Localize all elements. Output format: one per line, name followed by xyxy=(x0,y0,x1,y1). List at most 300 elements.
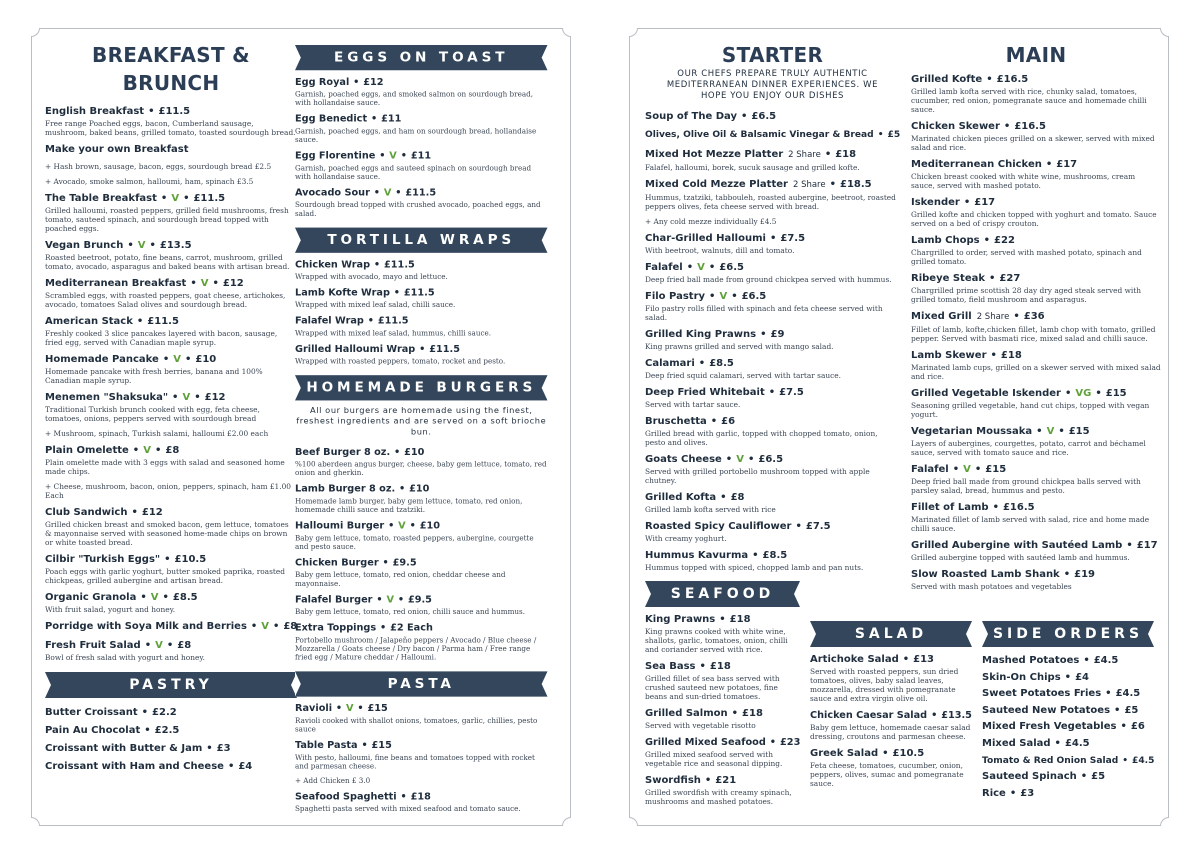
item-name: Beef Burger 8 oz. xyxy=(295,447,391,458)
item-price: £9.5 xyxy=(392,557,417,569)
item-price: £18 xyxy=(709,661,731,672)
vegetarian-badge: V xyxy=(736,454,744,465)
wrap-item xyxy=(295,287,547,309)
item-name-line xyxy=(295,702,547,715)
item-price: £4 xyxy=(1075,671,1089,683)
separator-dot: • xyxy=(335,703,343,715)
item-description: Grilled lamb kofta served with rice, chunky salad, tomatoes, cucumber, red onion, pomegranate sauce and homemade chilli sauce. xyxy=(911,87,1147,114)
item-name-line xyxy=(45,553,297,566)
item-price: £5 xyxy=(1124,704,1139,716)
share-label: 2 Share xyxy=(788,150,821,160)
separator-dot: • xyxy=(1105,688,1112,700)
item-price: £4.5 xyxy=(1093,655,1119,666)
separator-dot: • xyxy=(829,179,836,190)
pastry-list xyxy=(45,704,297,776)
vegetarian-badge: VG xyxy=(1075,388,1092,399)
pasta-list xyxy=(295,702,547,813)
separator-dot: • xyxy=(902,654,910,665)
separator-dot: • xyxy=(250,621,258,632)
item-price: £12 xyxy=(204,392,226,403)
item-price: £6.5 xyxy=(751,111,777,122)
item-extra-option: + Mushroom, spinach, Turkish salami, halloumi £2.00 each xyxy=(45,429,269,438)
item-description: Deep fried ball made from ground chickpea balls served with parsley salad, bread, hummus and pesto. xyxy=(911,477,1141,495)
separator-dot: • xyxy=(1064,388,1072,399)
item-name: Croissant with Ham and Cheese xyxy=(45,761,224,772)
seafood-banner: SEAFOOD xyxy=(645,581,800,607)
item-price: £11.5 xyxy=(377,315,409,327)
separator-dot: • xyxy=(227,761,235,772)
item-name-line xyxy=(810,709,972,722)
separator-dot: • xyxy=(725,454,733,465)
separator-dot: • xyxy=(1045,159,1053,170)
breakfast-item xyxy=(45,591,297,614)
item-name-line xyxy=(295,791,547,804)
eggs-item xyxy=(295,150,547,181)
starter-column xyxy=(645,41,900,578)
item-name-line xyxy=(911,120,1161,133)
item-name: The Table Breakfast xyxy=(45,193,157,204)
item-description: Chargrilled prime scottish 28 day dry aged steak served with grilled tomato, field mushroom and asparagus. xyxy=(911,286,1142,304)
item-name: Chicken Caesar Salad xyxy=(810,710,928,721)
item-price: £21 xyxy=(715,775,737,786)
main-item xyxy=(911,463,1161,495)
item-price: £18.5 xyxy=(840,179,872,190)
separator-dot: • xyxy=(1126,540,1133,551)
item-name: Rice xyxy=(982,787,1006,799)
item-description: Layers of aubergines, courgettes, potato, carrot and béchamel sauce, served with tomato sauce and rice. xyxy=(911,439,1146,457)
separator-dot: • xyxy=(395,187,402,199)
side-order-item xyxy=(982,786,1154,803)
main-column xyxy=(911,41,1161,597)
breakfast-column xyxy=(45,41,297,776)
item-name: Make your own Breakfast xyxy=(45,144,189,155)
item-description: Freshly cooked 3 slice pancakes layered with bacon, sausage, fried egg, served with Canadian maple syrup. xyxy=(45,329,278,347)
burger-item xyxy=(295,446,547,477)
separator-dot: • xyxy=(709,291,716,302)
separator-dot: • xyxy=(419,344,426,355)
item-name: Sauteed Spinach xyxy=(982,771,1077,783)
separator-dot: • xyxy=(206,743,213,754)
item-name: Butter Croissant xyxy=(45,707,138,718)
item-name: Grilled Aubergine with Sautéed Lamb xyxy=(911,540,1123,551)
item-price: £6.5 xyxy=(758,454,784,465)
separator-dot: • xyxy=(983,235,991,246)
breakfast-title: BREAKFAST & BRUNCH xyxy=(92,43,250,95)
item-name-line xyxy=(645,110,900,123)
item-description: Chargrilled to order, served with mashed potato, spinach and grilled tomato. xyxy=(911,248,1142,266)
item-description: Marinated chicken pieces grilled on a skewer, served with mixed salad and rice. xyxy=(911,134,1155,152)
separator-dot: • xyxy=(373,259,381,271)
item-name-line xyxy=(645,549,900,562)
eggs-list xyxy=(295,76,547,218)
starter-item xyxy=(645,415,900,447)
vegetarian-badge: V xyxy=(346,703,354,715)
item-description: With creamy yoghurt. xyxy=(645,534,727,543)
separator-dot: • xyxy=(379,150,386,162)
main-item xyxy=(911,73,1161,114)
main-item xyxy=(911,196,1161,228)
item-price: £10 xyxy=(419,520,440,532)
item-price: £13.5 xyxy=(941,710,972,721)
item-name: Calamari xyxy=(645,358,695,369)
item-name-line xyxy=(911,158,1161,171)
item-price: £5 xyxy=(887,130,901,140)
breakfast-item xyxy=(45,315,297,347)
item-description: Bowl of fresh salad with yogurt and honey. xyxy=(45,653,205,662)
separator-dot: • xyxy=(148,106,155,117)
main-item xyxy=(911,310,1161,343)
item-name: Lamb Burger 8 oz. xyxy=(295,483,396,495)
separator-dot: • xyxy=(1083,655,1090,666)
separator-dot: • xyxy=(144,640,152,651)
separator-dot: • xyxy=(160,193,168,204)
item-name-line xyxy=(911,501,1161,514)
separator-dot: • xyxy=(162,592,169,603)
separator-dot: • xyxy=(1095,388,1102,399)
salad-item xyxy=(810,709,972,741)
item-description: With beetroot, walnuts, dill and tomato. xyxy=(645,246,795,255)
separator-dot: • xyxy=(1080,771,1088,783)
page-corner xyxy=(562,28,571,37)
seafood-item xyxy=(645,707,800,730)
item-description: Wrapped with mixed leaf salad, hummus, chilli sauce. xyxy=(295,328,492,338)
seafood-column xyxy=(645,581,800,812)
separator-dot: • xyxy=(986,74,993,85)
separator-dot: • xyxy=(400,150,407,162)
item-name: Olives, Olive Oil & Balsamic Vinegar & Bread xyxy=(645,130,874,140)
page-corner xyxy=(31,28,40,37)
separator-dot: • xyxy=(166,640,174,651)
item-extra-option: + Hash brown, sausage, bacon, eggs, sourdough bread £2.5 xyxy=(45,162,272,171)
item-price: £36 xyxy=(1023,311,1045,322)
item-name-line xyxy=(295,622,547,635)
item-extra-option: + Add Chicken £ 3.0 xyxy=(295,776,371,786)
side-orders-column xyxy=(982,621,1154,802)
item-price: £11 xyxy=(410,150,432,162)
separator-dot: • xyxy=(1063,569,1071,580)
item-price: £11 xyxy=(381,113,402,125)
item-description: King prawns cooked with white wine, shallots, garlic, tomatoes, onion, chilli and coriander served with rice. xyxy=(645,627,788,654)
item-description: Baby gem lettuce, tomato, red onion, cheddar cheese and mayonnaise. xyxy=(295,570,506,588)
item-name: Porridge with Soya Milk and Berries xyxy=(45,621,247,632)
burger-item xyxy=(295,622,547,662)
item-name-line xyxy=(911,73,1161,86)
item-name-line xyxy=(645,290,900,303)
separator-dot: • xyxy=(409,520,416,532)
side-order-item xyxy=(982,769,1154,786)
separator-dot: • xyxy=(373,187,380,199)
item-price: £6 xyxy=(1130,721,1145,733)
item-name-line xyxy=(45,105,297,118)
item-name: Chicken Burger xyxy=(295,557,379,569)
item-name: Vegan Brunch xyxy=(45,240,124,251)
item-name: Egg Benedict xyxy=(295,113,368,125)
pastry-item xyxy=(45,758,297,776)
item-description: Baby gem lettuce, tomato, roasted peppers, aubergine, courgette and pesto sauce. xyxy=(295,533,534,551)
item-name: Mediterranean Chicken xyxy=(911,159,1042,170)
vegetarian-badge: V xyxy=(719,291,728,302)
side-order-item xyxy=(982,686,1154,703)
item-description: Hummus topped with spiced, chopped lamb and pan nuts. xyxy=(645,563,864,572)
breakfast-item xyxy=(45,239,297,271)
item-description: Grilled aubergine topped with sautéed lamb and hummus. xyxy=(911,553,1130,562)
vegetarian-badge: V xyxy=(182,392,191,403)
item-price: £10 xyxy=(409,483,430,495)
item-name-line xyxy=(911,196,1161,209)
item-description: With pesto, halloumi, fine beans and tomatoes topped with rocket and parmesan cheese. xyxy=(295,752,535,771)
side-order-item xyxy=(982,653,1154,670)
separator-dot: • xyxy=(989,273,996,284)
separator-dot: • xyxy=(708,262,716,273)
item-description: %100 aberdeen angus burger, cheese, baby gem lettuce, tomato, red onion and gherkin. xyxy=(295,459,547,478)
item-name-line xyxy=(45,591,297,604)
item-name-line xyxy=(645,453,900,466)
eggs-item xyxy=(295,76,547,107)
main-item xyxy=(911,158,1161,190)
item-name: Fresh Fruit Salad xyxy=(45,640,141,651)
starter-item xyxy=(645,148,900,172)
item-description: Grilled halloumi, roasted peppers, grilled field mushrooms, fresh tomato, sauteed spinach, and sourdough bread topped with poached eggs. xyxy=(45,206,289,233)
separator-dot: • xyxy=(190,278,197,289)
main-item xyxy=(911,501,1161,533)
item-name-line xyxy=(645,415,900,428)
item-price: £9.5 xyxy=(407,594,432,606)
item-name: Deep Fried Whitebait xyxy=(645,387,765,398)
item-price: £4.5 xyxy=(1115,688,1141,700)
item-name: Slow Roasted Lamb Shank xyxy=(911,569,1060,580)
item-name: Chicken Wrap xyxy=(295,259,371,271)
item-name-line xyxy=(645,613,800,626)
burger-item xyxy=(295,483,547,514)
seafood-item xyxy=(645,736,800,768)
salad-banner: SALAD xyxy=(810,621,972,647)
pastry-item xyxy=(45,740,297,758)
burgers-banner: HOMEMADE BURGERS xyxy=(295,375,547,400)
separator-dot: • xyxy=(1114,704,1121,716)
item-description: Roasted beetroot, potato, fine beans, carrot, mushroom, grilled tomato, avocado, asparagus and baked beans with artisan bread. xyxy=(45,253,290,271)
salad-list xyxy=(810,653,972,788)
item-description: With fruit salad, yogurt and honey. xyxy=(45,605,176,614)
item-price: £11.5 xyxy=(403,287,435,299)
item-price: £2 Each xyxy=(390,622,433,634)
eggs-item xyxy=(295,113,547,144)
main-item xyxy=(911,272,1161,304)
separator-dot: • xyxy=(719,614,726,625)
item-description: Grilled kofte and chicken topped with yoghurt and tomato. Sauce served on a bed of crispy crouton. xyxy=(911,210,1157,228)
item-description: Spaghetti pasta served with mixed seafood and tomato sauce. xyxy=(295,804,521,814)
main-item xyxy=(911,120,1161,152)
item-price: £3 xyxy=(216,743,231,754)
separator-dot: • xyxy=(952,464,960,475)
item-price: £7.5 xyxy=(779,387,804,398)
breakfast-item xyxy=(45,639,297,662)
item-name: Mashed Potatoes xyxy=(982,655,1080,666)
item-name-line xyxy=(45,192,297,205)
salad-column xyxy=(810,621,972,794)
side-order-item xyxy=(982,670,1154,687)
separator-dot: • xyxy=(1064,671,1072,683)
item-name: Lamb Chops xyxy=(911,235,980,246)
separator-dot: • xyxy=(931,710,938,721)
item-description: Hummus, tzatziki, tabbouleh, roasted aubergine, beetroot, roasted peppers olives, feta cheese served with bread. xyxy=(645,193,896,211)
item-name-line xyxy=(45,620,297,633)
item-name: Tomato & Red Onion Salad xyxy=(982,755,1119,766)
separator-dot: • xyxy=(367,315,374,327)
mains-column-left xyxy=(295,45,547,819)
separator-dot: • xyxy=(141,707,149,718)
item-name-line xyxy=(295,557,547,570)
item-name: Grilled Kofta xyxy=(645,492,717,503)
item-price: £11.5 xyxy=(193,193,226,204)
breakfast-item xyxy=(45,620,297,633)
item-price: £17 xyxy=(1056,159,1078,170)
item-name-line xyxy=(295,343,547,356)
page-corner xyxy=(629,817,638,826)
separator-dot: • xyxy=(154,445,162,456)
page-corner xyxy=(629,28,638,37)
item-price: £23 xyxy=(780,737,801,748)
item-price: £15 xyxy=(985,464,1007,475)
item-name: Grilled Salmon xyxy=(645,708,728,719)
eggs-on-toast-banner: EGGS ON TOAST xyxy=(295,45,547,70)
separator-dot: • xyxy=(136,316,144,327)
vegetarian-badge: V xyxy=(173,354,181,365)
item-name-line xyxy=(45,639,297,652)
eggs-item xyxy=(295,187,547,218)
item-price: £13 xyxy=(913,654,935,665)
item-name-line xyxy=(645,660,800,673)
item-name: Pain Au Chocolat xyxy=(45,725,141,736)
separator-dot: • xyxy=(140,592,147,603)
separator-dot: • xyxy=(877,130,884,140)
vegetarian-badge: V xyxy=(155,640,163,651)
item-description: Served with tartar sauce. xyxy=(645,400,741,409)
item-name: Egg Royal xyxy=(295,77,350,88)
item-name-line xyxy=(645,491,900,504)
side-orders-list xyxy=(982,653,1154,802)
item-name: Mediterranean Breakfast xyxy=(45,278,187,289)
separator-dot: • xyxy=(212,278,219,289)
separator-dot: • xyxy=(162,354,170,365)
separator-dot: • xyxy=(400,791,407,803)
item-name: King Prawns xyxy=(645,614,716,625)
item-price: £12 xyxy=(222,278,244,289)
main-item xyxy=(911,387,1161,419)
vegetarian-badge: V xyxy=(1046,426,1055,437)
item-name-line xyxy=(295,287,547,300)
starter-item xyxy=(645,453,900,485)
item-description: Chicken breast cooked with white wine, mushrooms, cream sauce, served with mashed potato. xyxy=(911,172,1136,190)
starter-item xyxy=(645,549,900,572)
item-price: £3 xyxy=(1020,787,1035,799)
burger-item xyxy=(295,520,547,551)
item-name: Char-Grilled Halloumi xyxy=(645,233,766,244)
separator-dot: • xyxy=(397,594,405,606)
item-price: £17 xyxy=(974,197,996,208)
side-order-item xyxy=(982,753,1154,770)
breakfast-item xyxy=(45,353,297,385)
side-orders-banner: SIDE ORDERS xyxy=(982,621,1154,647)
item-description: Free range Poached eggs, bacon, Cumberland sausage, mushroom, baked beans, grilled tomato, toasted sourdough bread. xyxy=(45,119,296,137)
breakfast-item xyxy=(45,553,297,585)
item-price: £8 xyxy=(283,621,298,632)
starter-item xyxy=(645,178,900,211)
item-name-line xyxy=(45,239,297,252)
separator-dot: • xyxy=(131,507,138,518)
main-item xyxy=(911,539,1161,562)
separator-dot: • xyxy=(1122,755,1129,766)
item-name: Mixed Hot Mezze Platter xyxy=(645,149,784,160)
vegetarian-badge: V xyxy=(171,193,180,204)
separator-dot: • xyxy=(399,483,406,495)
starter-item xyxy=(645,261,900,284)
item-name-line xyxy=(295,259,547,272)
separator-dot: • xyxy=(1054,737,1061,749)
starter-intro: OUR CHEFS PREPARE TRULY AUTHENTIC MEDITERRANEAN DINNER EXPERIENCES. WE HOPE YOU ENJOY OUR DISHES xyxy=(666,69,879,101)
item-description: Served with roasted peppers, sun dried tomatoes, olives, baby salad leaves, mozzarella, dressed with pomegranate sauce and extra virgin olive oil. xyxy=(810,667,959,703)
item-description: Served with grilled portobello mushroom topped with apple chutney. xyxy=(645,467,870,485)
item-name: Table Pasta xyxy=(295,740,358,752)
item-price: £11.5 xyxy=(158,106,191,117)
item-description: Homemade lamb burger, baby gem lettuce, tomato, red onion, homemade chilli sauce and tzatziki. xyxy=(295,496,523,515)
vegetarian-badge: V xyxy=(389,150,397,162)
item-description: Grilled swordfish with creamy spinach, mushrooms and mashed potatoes. xyxy=(645,788,792,806)
item-description: Wrapped with mixed leaf salad, chilli sauce. xyxy=(295,300,456,310)
seafood-list xyxy=(645,613,800,806)
separator-dot: • xyxy=(272,621,280,632)
separator-dot: • xyxy=(353,77,360,88)
separator-dot: • xyxy=(990,350,997,361)
item-name: Sweet Potatoes Fries xyxy=(982,688,1102,700)
item-name-line xyxy=(45,391,297,404)
item-price: £8.5 xyxy=(172,592,198,603)
item-price: £12 xyxy=(141,507,163,518)
item-price: £19 xyxy=(1074,569,1095,580)
item-price: £15 xyxy=(371,740,392,752)
item-name: Swordfish xyxy=(645,775,701,786)
item-description: Grilled mixed seafood served with vegetable rice and seasonal dipping. xyxy=(645,750,783,768)
item-name-line xyxy=(45,353,297,366)
item-description: King prawns grilled and served with mango salad. xyxy=(645,342,834,351)
item-name: Fillet of Lamb xyxy=(911,502,989,513)
item-name: Iskender xyxy=(911,197,960,208)
item-price: £18 xyxy=(729,614,751,625)
item-name: Mixed Salad xyxy=(982,737,1051,749)
separator-dot: • xyxy=(992,502,999,513)
item-description: Plain omelette made with 3 eggs with salad and seasoned home made chips. xyxy=(45,458,285,476)
item-price: £22 xyxy=(994,235,1015,246)
item-name: Sauteed New Potatoes xyxy=(982,704,1111,716)
separator-dot: • xyxy=(370,113,378,125)
item-price: £6.5 xyxy=(741,291,767,302)
separator-dot: • xyxy=(393,287,401,299)
main-item xyxy=(911,234,1161,266)
item-description: Grilled lamb kofta served with rice xyxy=(645,505,776,514)
seafood-item xyxy=(645,613,800,654)
separator-dot: • xyxy=(710,416,718,427)
starter-item xyxy=(645,491,900,514)
item-price: £8.5 xyxy=(709,358,734,369)
item-price: £16.5 xyxy=(1002,502,1035,513)
item-description: Marinated fillet of lamb served with salad, rice and home made chilli sauce. xyxy=(911,515,1150,533)
pastry-banner: PASTRY xyxy=(45,672,297,698)
item-name-line xyxy=(645,178,900,192)
item-price: £10.5 xyxy=(174,554,207,565)
item-description: Portobello mushroom / Jalapeño peppers / Avocado / Blue cheese / Mozzarella / Goats cheese / Dry bacon / Parma ham / Free range fried egg / Mature cheddar / Halloumi. xyxy=(295,635,537,662)
item-name-line xyxy=(645,736,800,749)
separator-dot: • xyxy=(882,748,889,759)
item-price: £15 xyxy=(1105,388,1127,399)
